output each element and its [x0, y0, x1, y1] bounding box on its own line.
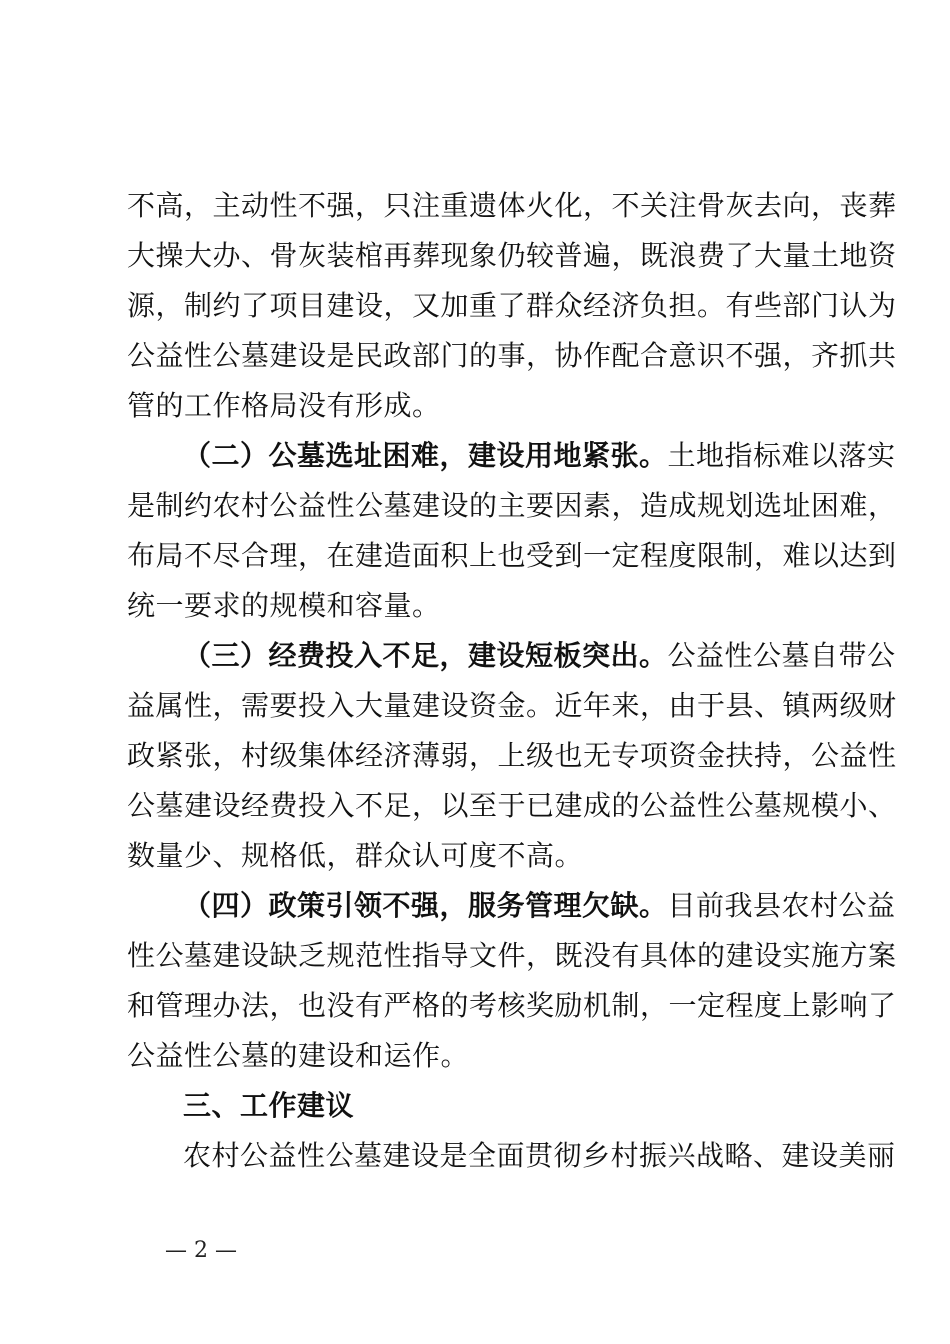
paragraph-line: 益属性，需要投入大量建设资金。近年来，由于县、镇两级财 — [127, 689, 897, 722]
paragraph-line: 源，制约了项目建设，又加重了群众经济负担。有些部门认为 — [127, 289, 897, 322]
page-number: — 2 — — [165, 1238, 237, 1263]
issue4-first-line — [183, 886, 896, 926]
paragraph-line: 统一要求的规模和容量。 — [127, 589, 441, 622]
paragraph-line: 性公墓建设缺乏规范性指导文件，既没有具体的建设实施方案 — [127, 939, 897, 972]
paragraph-line: 是制约农村公益性公墓建设的主要因素，造成规划选址困难， — [127, 489, 897, 522]
paragraph-line: 公益性公墓建设是民政部门的事，协作配合意识不强，齐抓共 — [127, 339, 897, 372]
issue4-text: 目前我县农村公益 — [667, 889, 896, 922]
paragraph-line: 不高，主动性不强，只注重遗体火化，不关注骨灰去向，丧葬 — [127, 189, 897, 222]
issue4-heading: （四）政策引领不强，服务管理欠缺。 — [183, 889, 668, 922]
issue3-heading: （三）经费投入不足，建设短板突出。 — [183, 639, 668, 672]
issue3-text: 公益性公墓自带公 — [667, 639, 896, 672]
section3-first-line: 农村公益性公墓建设是全面贯彻乡村振兴战略、建设美丽 — [183, 1139, 896, 1172]
issue2-heading: （二）公墓选址困难，建设用地紧张。 — [183, 439, 668, 472]
issue2-first-line — [183, 436, 896, 476]
paragraph-line: 管的工作格局没有形成。 — [127, 389, 441, 422]
issue2-text: 土地指标难以落实 — [667, 439, 896, 472]
paragraph-line: 政紧张，村级集体经济薄弱，上级也无专项资金扶持，公益性 — [127, 739, 897, 772]
section3-heading: 三、工作建议 — [183, 1089, 355, 1122]
paragraph-line: 布局不尽合理，在建造面积上也受到一定程度限制，难以达到 — [127, 539, 897, 572]
paragraph-line: 和管理办法，也没有严格的考核奖励机制，一定程度上影响了 — [127, 989, 897, 1022]
paragraph-line: 公益性公墓的建设和运作。 — [127, 1039, 470, 1072]
paragraph-line: 公墓建设经费投入不足，以至于已建成的公益性公墓规模小、 — [127, 789, 897, 822]
issue3-first-line — [183, 636, 896, 676]
paragraph-line: 数量少、规格低，群众认可度不高。 — [127, 839, 584, 872]
paragraph-line: 大操大办、骨灰装棺再葬现象仍较普遍，既浪费了大量土地资 — [127, 239, 897, 272]
